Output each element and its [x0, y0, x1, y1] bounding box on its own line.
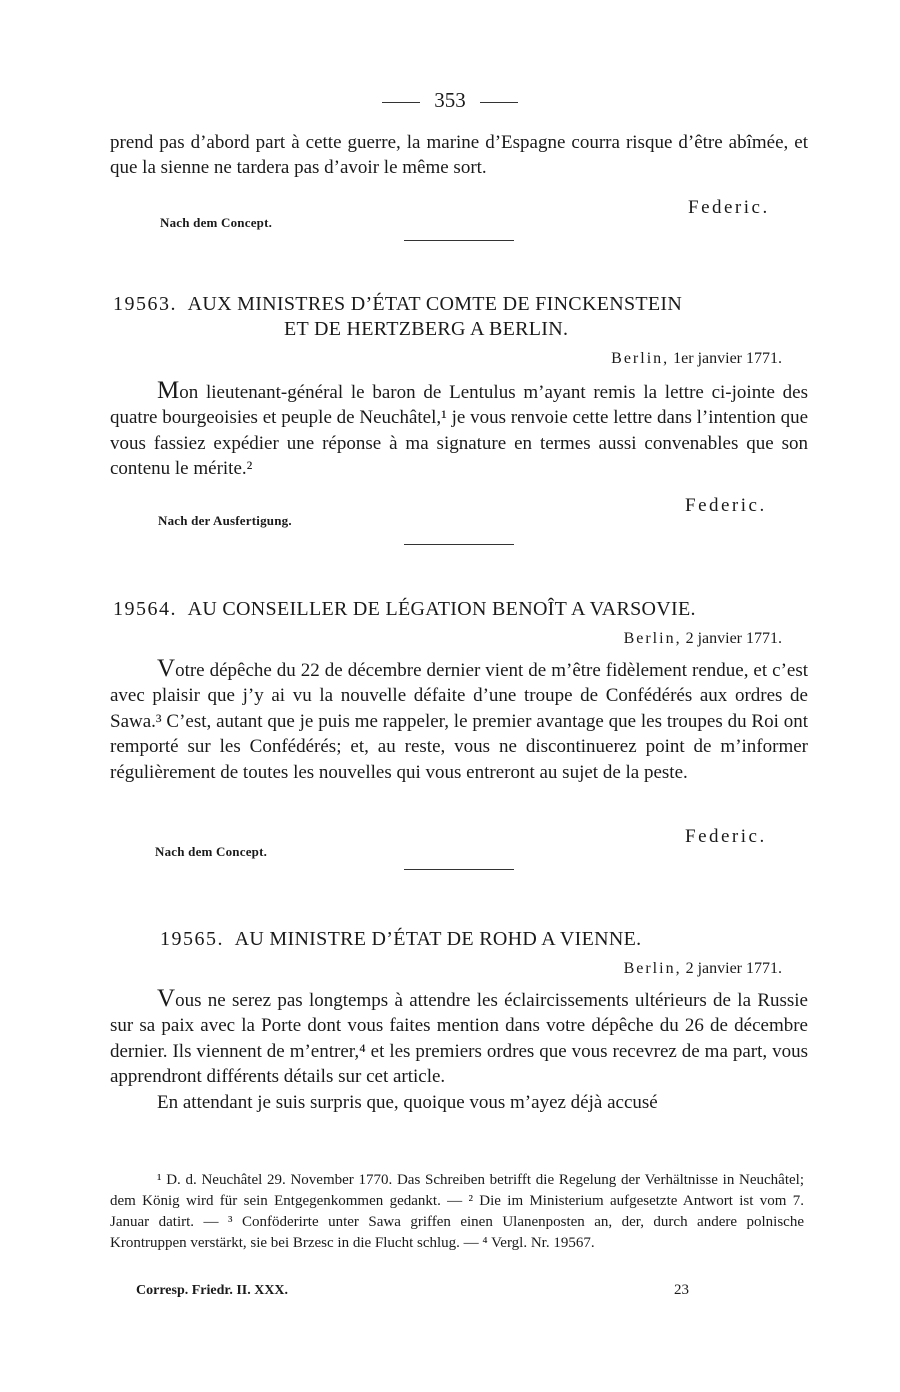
letter-heading: 19564. AU CONSEILLER DE LÉGATION BENOÎT A VARSOVIE.	[113, 598, 696, 620]
letter-heading: 19563. AUX MINISTRES D’ÉTAT COMTE DE FINCKENSTEIN	[113, 293, 683, 315]
letter-dateline: Berlin, 1er janvier 1771.	[611, 350, 782, 367]
dash-right	[480, 102, 518, 103]
letter-body: Votre dépêche du 22 de décembre dernier vient de m’être fidèlement rendue, et c’est avec plaisir que j’y ai vu la nouvelle défaite d’une troupe de Confédérés aux ordres de Sawa.³ C’est, autant que je puis me rappeler, le premier avantage que les troupes du Roi ont remporté sur les Confédérés; et, au reste, vous ne discontinuerez point de m’informer régulièrement de toutes les nouvelles qui vous entreront au sujet de la peste.	[110, 655, 808, 783]
sheet-number: 23	[674, 1282, 689, 1298]
letter-body: Vous ne serez pas longtemps à attendre les éclaircissements ultérieurs de la Russie sur sa paix avec la Porte dont vous faites mention dans votre dépêche du 26 de décembre dernier. Ils viennent de m’entrer,⁴ et les premiers ordres que vous recevrez de ma part, vous apprendront différents détails sur cet article. En attendant je suis surpris que, quoique vous m’ayez déjà accusé	[110, 985, 808, 1113]
letter-signature: Federic.	[685, 495, 767, 516]
separator-rule	[404, 869, 514, 870]
letter-signature: Federic.	[685, 826, 767, 847]
separator-rule	[404, 240, 514, 241]
separator-rule	[404, 544, 514, 545]
letter-source-note: Nach dem Concept.	[155, 844, 268, 859]
opening-signature: Federic.	[688, 197, 770, 218]
opening-paragraph: prend pas d’abord part à cette guerre, la marine d’Espagne courra risque d’être abîmée, et que la sienne ne tardera pas d’avoir le même sort.	[110, 132, 808, 179]
page-number: 353	[0, 88, 900, 113]
footnotes: ¹ D. d. Neuchâtel 29. November 1770. Das Schreiben betrifft die Regelung der Verhältnisse in Neuchâtel; dem König wird für sein Entgegenkommen gedankt. — ² Die im Ministerium aufgesetzte Antwort ist vom 7. Januar datirt. — ³ Conföderirte unter Sawa griffen einen Ulanenposten an, der, durch andere polnische Krontruppen verstärkt, sie bei Brzesc in die Flucht schlug. — ⁴ Vergl. Nr. 19567.	[110, 1172, 804, 1251]
letter-source-note: Nach der Ausfertigung.	[158, 513, 292, 528]
letter-body: Mon lieutenant-général le baron de Lentulus m’ayant remis la lettre ci-jointe des quatre bourgeoisies et peuple de Neuchâtel,¹ je vous renvoie cette lettre dans l’intention que vous fassiez expédier une réponse à ma signature en termes aussi convenables que son contenu le mérite.²	[110, 377, 808, 480]
signature-mark: Corresp. Friedr. II. XXX.	[136, 1283, 289, 1298]
opening-source-note: Nach dem Concept.	[160, 215, 273, 230]
letter-dateline: Berlin, 2 janvier 1771.	[623, 630, 782, 647]
letter-heading: 19565. AU MINISTRE D’ÉTAT DE ROHD A VIENNE.	[160, 928, 642, 950]
dash-left	[382, 102, 420, 103]
letter-heading-line2: ET DE HERTZBERG A BERLIN.	[284, 318, 569, 340]
letter-dateline: Berlin, 2 janvier 1771.	[623, 960, 782, 977]
